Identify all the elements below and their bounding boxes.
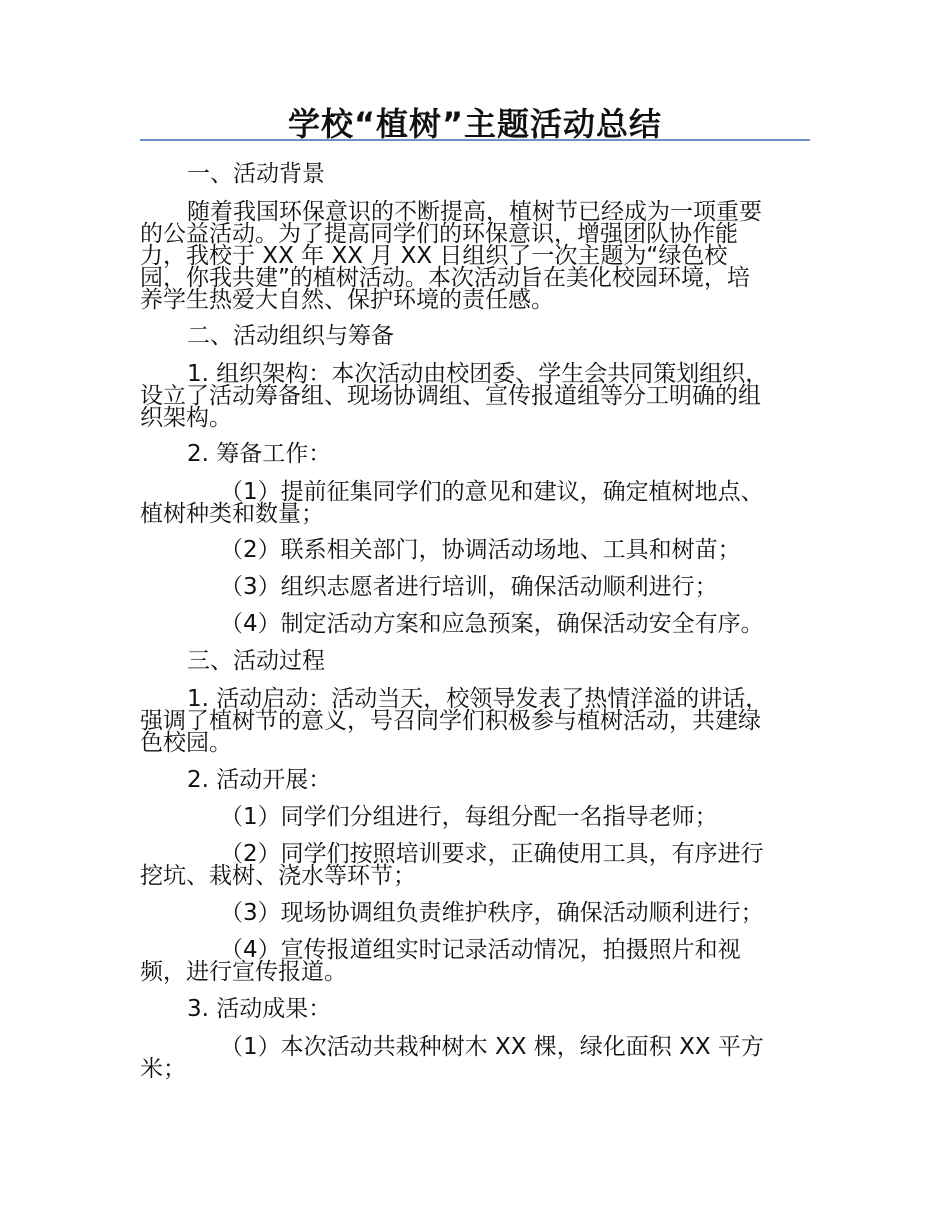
list-item-continuation: 米；	[140, 1056, 186, 1082]
paragraph-line: 1. 组织架构：本次活动由校团委、学生会共同策划组织，	[187, 361, 769, 387]
list-item: （2）联系相关部门，协调活动场地、工具和树苗；	[220, 537, 741, 563]
paragraph-line: 随着我国环保意识的不断提高，植树节已经成为一项重要	[187, 199, 762, 225]
section-heading: 二、活动组织与筹备	[187, 323, 394, 349]
list-item: （4）制定活动方案和应急预案，确保活动安全有序。	[220, 611, 764, 637]
paragraph-line: 织架构。	[140, 405, 232, 431]
list-item: （1）本次活动共栽种树木 XX 棵，绿化面积 XX 平方	[220, 1034, 764, 1060]
list-heading: 3. 活动成果：	[187, 996, 332, 1022]
section-heading: 一、活动背景	[187, 161, 325, 187]
paragraph-line: 养学生热爱大自然、保护环境的责任感。	[140, 287, 554, 313]
list-heading: 2. 活动开展：	[187, 767, 332, 793]
list-item: （2）同学们按照培训要求，正确使用工具，有序进行	[220, 841, 764, 867]
list-item: （3）现场协调组负责维护秩序，确保活动顺利进行；	[220, 900, 764, 926]
document-title: 学校“植树”主题活动总结	[287, 105, 663, 143]
section-heading: 三、活动过程	[187, 648, 325, 674]
paragraph-line: 园，你我共建”的植树活动。本次活动旨在美化校园环境，培	[140, 265, 750, 291]
list-item-continuation: 频，进行宣传报道。	[140, 959, 347, 985]
paragraph-line: 力，我校于 XX 年 XX 月 XX 日组织了一次主题为“绿色校	[140, 243, 728, 269]
list-item: （1）同学们分组进行，每组分配一名指导老师；	[220, 804, 718, 830]
paragraph-line: 的公益活动。为了提高同学们的环保意识，增强团队协作能	[140, 221, 738, 247]
list-item: （4）宣传报道组实时记录活动情况，拍摄照片和视	[220, 937, 741, 963]
list-item-continuation: 植树种类和数量；	[140, 501, 324, 527]
list-item: （3）组织志愿者进行培训，确保活动顺利进行；	[220, 574, 718, 600]
paragraph-line: 设立了活动筹备组、现场协调组、宣传报道组等分工明确的组	[140, 383, 761, 409]
list-heading: 2. 筹备工作：	[187, 441, 332, 467]
paragraph-line: 1. 活动启动：活动当天，校领导发表了热情洋溢的讲话，	[187, 686, 769, 712]
paragraph-line: 色校园。	[140, 730, 232, 756]
paragraph-line: 强调了植树节的意义，号召同学们积极参与植树活动，共建绿	[140, 708, 761, 734]
title-underline	[140, 139, 810, 141]
list-item-continuation: 挖坑、栽树、浇水等环节；	[140, 863, 416, 889]
list-item: （1）提前征集同学们的意见和建议，确定植树地点、	[220, 479, 764, 505]
